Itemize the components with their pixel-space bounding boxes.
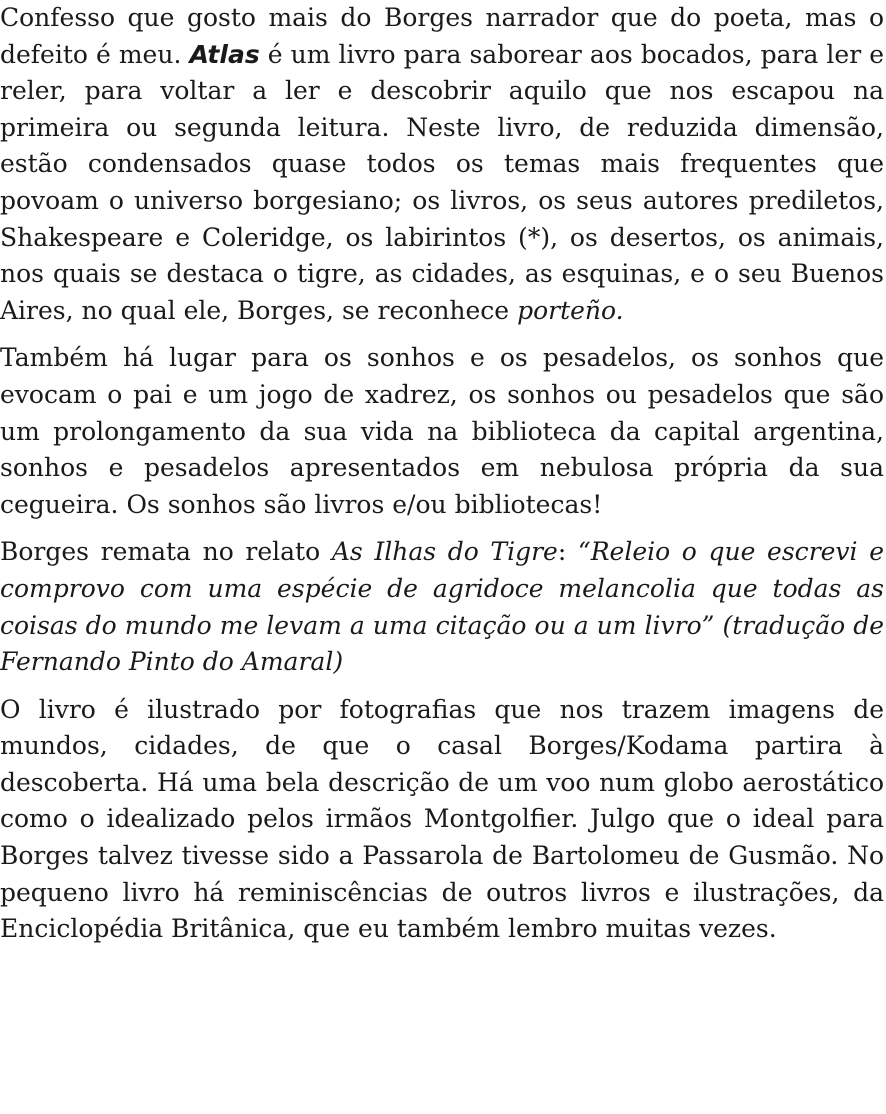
quotation: “Releio o que escrevi e comprovo com uma espécie de agridoce melancolia que todas as coisas do mundo me levam a uma citação ou a um livro” (tradução de Fernando Pinto do Amaral) — [0, 537, 884, 677]
paragraph-1-text-start: Confesso que gosto mais do Borges narrador que do poeta, mas o defeito é meu. — [0, 3, 884, 69]
story-title: As Ilhas do Tigre — [331, 537, 558, 567]
paragraph-2-text: Também há lugar para os sonhos e os pesadelos, os sonhos que evocam o pai e um jogo de xadrez, os sonhos ou pesadelos que são um prolongamento da sua vida na biblioteca da capital argentina, sonhos e pesadelos apresentados em nebulosa própria da sua cegueira. Os sonhos são livros e/ou bibliotecas! — [0, 343, 884, 519]
paragraph-4-text: O livro é ilustrado por fotografias que nos trazem imagens de mundos, cidades, de que o casal Borges/Kodama partira à descoberta. Há uma bela descrição de um voo num globo aerostático como o idealizado pelos irmãos Montgolfier. Julgo que o ideal para Borges talvez tivesse sido a Passarola de Bartolomeu de Gusmão. No pequeno livro há reminiscências de outros livros e ilustrações, da Enciclopédia Britânica, que eu também lembro muitas vezes. — [0, 694, 884, 944]
paragraph-4 — [0, 692, 884, 948]
paragraph-1-text-body: é um livro para saborear aos bocados, para ler e reler, para voltar a ler e descobrir aquilo que nos escapou na primeira ou segunda leitura. Neste livro, de reduzida dimensão, estão condensados quase todos os temas mais frequentes que povoam o universo borgesiano; os livros, os seus autores prediletos, Shakespeare e Coleridge, os labirintos (*), os desertos, os animais, nos quais se destaca o tigre, as cidades, as esquinas, e o seu Buenos Aires, no qual ele, Borges, se reconhece — [0, 39, 885, 325]
paragraph-3-text-start: Borges remata no relato — [0, 537, 332, 567]
paragraph-2 — [0, 340, 884, 523]
porteno-term: porteño. — [517, 295, 624, 325]
paragraph-3-colon: : — [557, 537, 578, 567]
paragraph-3 — [0, 534, 884, 680]
paragraph-1 — [0, 0, 884, 329]
book-title: Atlas — [189, 39, 260, 69]
